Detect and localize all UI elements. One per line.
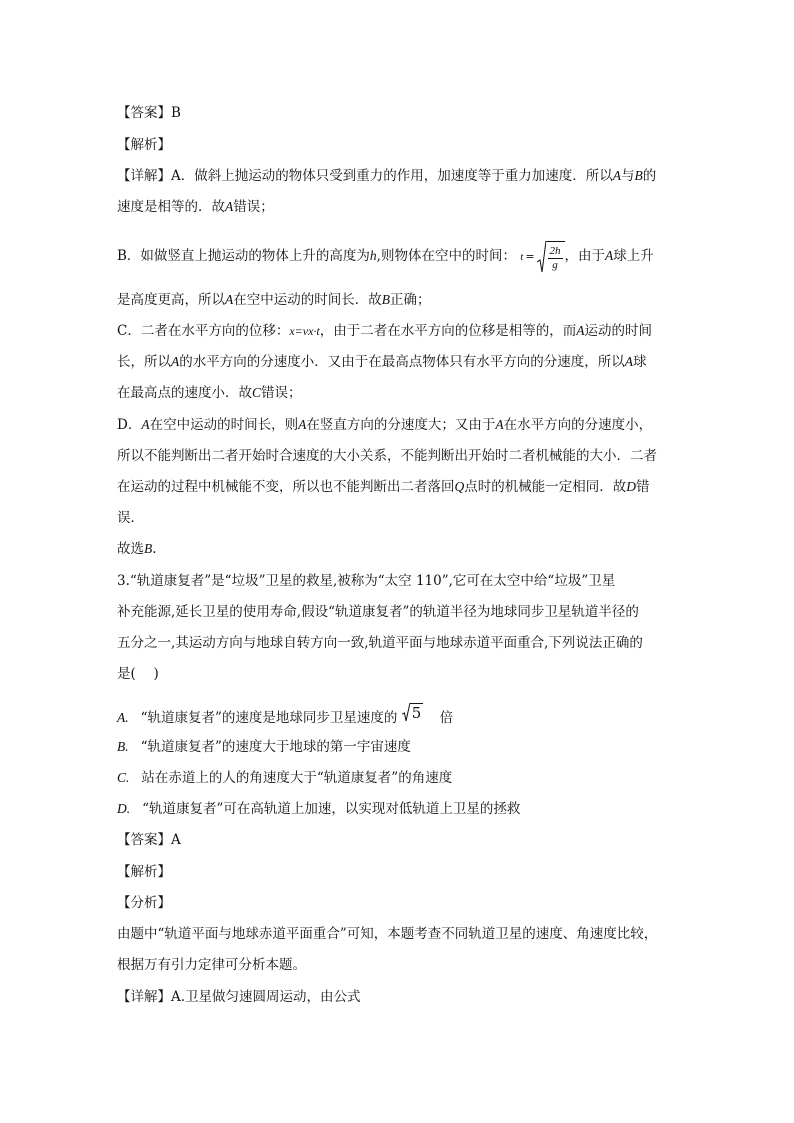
fenxi-line-1: 由题中“轨道平面与地球赤道平面重合”可知，本题考查不同轨道卫星的速度、角速度比较，: [117, 926, 658, 942]
fenxi-line-2: 根据万有引力定律可分析本题。: [117, 957, 306, 973]
question-3-line-4: 是( ): [117, 666, 159, 682]
detail-d-line-1: D．A在空中运动的时间长，则A在竖直方向的分速度大；又由于A在水平方向的分速度小，: [117, 417, 653, 433]
option-d-label: D.: [117, 801, 131, 816]
detail-d-line-3: 在运动的过程中机械能不变，所以也不能判断出二者落回Q点时的机械能一定相同．故D错: [117, 479, 650, 495]
answer-line-1: [117, 104, 181, 122]
sqrt-five: 5: [402, 702, 424, 722]
question-3-line-2: 补充能源,延长卫星的使用寿命,假设“轨道康复者”的轨道半径为地球同步卫星轨道半径的: [117, 604, 639, 620]
analysis-tag-1: 【解析】: [117, 137, 171, 153]
detail-c-line-2: 长，所以A的水平方向的分速度小．又由于在最高点物体只有水平方向的分速度，所以A球: [117, 354, 647, 370]
option-d: D. “轨道康复者”可在高轨道上加速，以实现对低轨道上卫星的拯救: [117, 801, 521, 817]
detail-a-line-2: 速度是相等的．故A错误；: [117, 199, 274, 215]
answer-value: B: [171, 105, 181, 121]
time-formula: t = $\frac{2h}{g}$: [520, 240, 564, 274]
detail-d-line-2: 所以不能判断出二者开始时合速度的大小关系，不能判断出开始时二者机械能的大小．二者: [117, 448, 657, 464]
detail-d-line-4: 误．: [117, 510, 144, 526]
detail-a-line-1: 【详解】A．做斜上抛运动的物体只受到重力的作用，加速度等于重力加速度．所以A与B的: [117, 168, 657, 184]
radical-sign-icon: [402, 702, 410, 722]
answer-tag: 【答案】: [117, 105, 171, 121]
option-b: B. “轨道康复者”的速度大于地球的第一宇宙速度: [117, 739, 411, 755]
detail-line-2: 【详解】A.卫星做匀速圆周运动，由公式: [117, 989, 361, 1005]
detail-c-line-1: C．二者在水平方向的位移：x=vx·t，由于二者在水平方向的位移是相等的，而A运动的时间: [117, 323, 653, 339]
analysis-tag-2: 【解析】: [117, 864, 171, 880]
answer-line-2: 【答案】A: [117, 832, 181, 848]
question-3-line-1: 3.“轨道康复者”是“垃圾”卫星的救星,被称为“太空 110”,它可在太空中给“垃圾”卫星: [117, 573, 616, 589]
fenxi-tag: 【分析】: [117, 895, 171, 911]
detail-tag: 【详解】: [117, 168, 171, 184]
choose-line-1: 故选B.: [117, 541, 157, 557]
radical-sign-icon: [537, 240, 546, 274]
option-c: C. 站在赤道上的人的角速度大于“轨道康复者”的角速度: [117, 770, 453, 786]
detail-b-line-1: B．如做竖直上抛运动的物体上升的高度为h,则物体在空中的时间： t = $\frac{2h}{g}$ ，由于A球上升: [117, 240, 654, 274]
option-a-label: A.: [117, 710, 129, 725]
option-c-label: C.: [117, 770, 130, 785]
detail-b-line-2: 是高度更高，所以A在空中运动的时间长．故B正确；: [117, 292, 431, 308]
option-a: A. “轨道康复者”的速度是地球同步卫星速度的 5 倍: [117, 704, 454, 726]
detail-c-line-3: 在最高点的速度小．故C错误；: [117, 385, 302, 401]
question-3-line-3: 五分之一,其运动方向与地球自转方向一致,轨道平面与地球赤道平面重合,下列说法正确的: [117, 635, 643, 651]
option-b-label: B.: [117, 739, 129, 754]
